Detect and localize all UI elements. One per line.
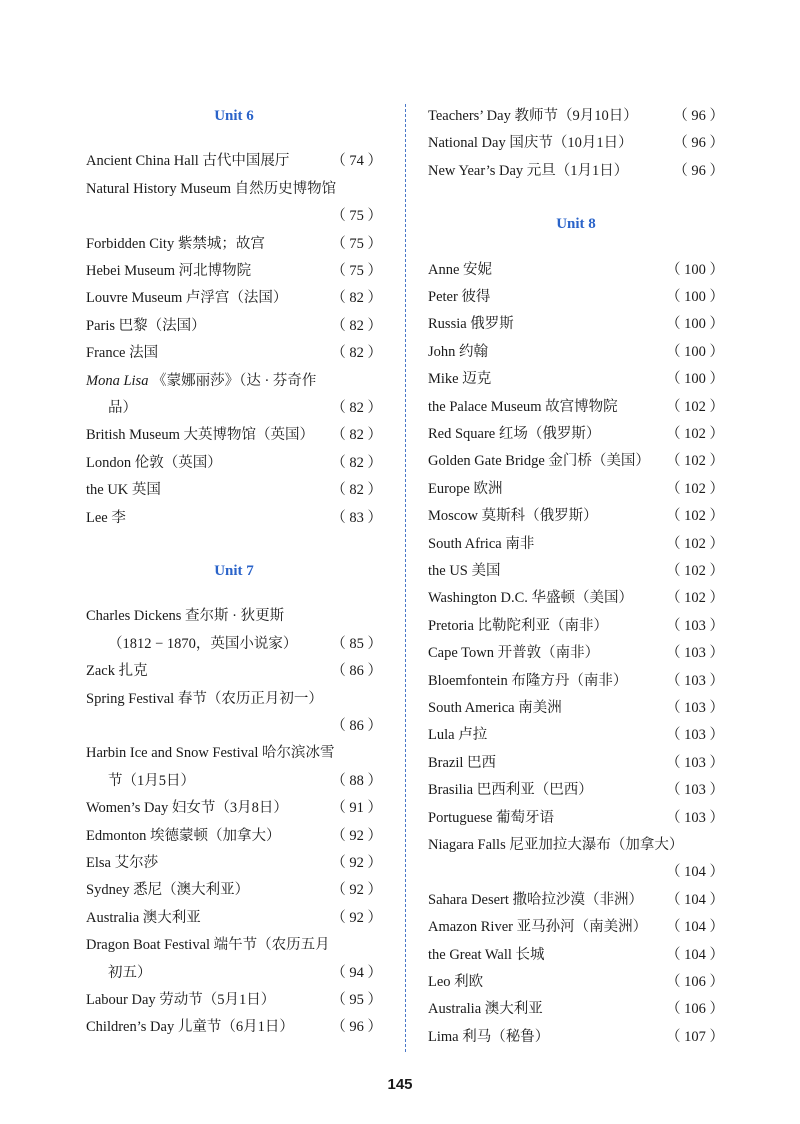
entry-term: Lima 利马（秘鲁）: [428, 1028, 550, 1045]
entry-term: Leo 利欧: [428, 974, 484, 990]
entry-term: Mike 迈克: [428, 371, 492, 388]
entry-page-ref: （ 82 ）: [331, 317, 382, 334]
entry-term: Zack 扎克: [86, 663, 148, 680]
entry-term: National Day 国庆节（10月1日）: [428, 135, 633, 152]
entry-page-ref: （ 92 ）: [331, 882, 382, 899]
unit-heading: Unit 7: [214, 563, 254, 579]
entry-page-ref: （ 103 ）: [666, 809, 724, 826]
entry-term: Women’s Day 妇女节（3月8日）: [86, 800, 288, 817]
entry-page-ref: （ 102 ）: [666, 535, 724, 552]
entry-term: Edmonton 埃德蒙顿（加拿大）: [86, 827, 281, 844]
entry-page-ref: （ 92 ）: [331, 827, 382, 844]
entry-term: Hebei Museum 河北博物院: [86, 263, 252, 279]
entry-page-ref: （ 82 ）: [331, 454, 382, 471]
entry-term: Peter 彼得: [428, 289, 491, 305]
entry-page-ref: （ 100 ）: [666, 261, 724, 278]
entry-term: 品）: [108, 400, 137, 416]
entry-term: Dragon Boat Festival 端午节（农历五月: [86, 937, 330, 954]
entry-term-italic: Mona Lisa: [86, 372, 149, 389]
entry-term: Elsa 艾尔莎: [86, 855, 159, 871]
entry-page-ref: （ 74 ）: [331, 153, 382, 170]
entry-term: Sydney 悉尼（澳大利亚）: [86, 882, 250, 899]
entry-term: New Year’s Day 元旦（1月1日）: [428, 162, 629, 179]
entry-term: Australia 澳大利亚: [86, 909, 201, 926]
entry-term: Moscow 莫斯科（俄罗斯）: [428, 508, 598, 525]
entry-page-ref: （ 92 ）: [331, 855, 382, 871]
entry-term: Lula 卢拉: [428, 727, 488, 744]
entry-term: Brazil 巴西: [428, 754, 497, 771]
entry-term: South Africa 南非: [428, 535, 535, 552]
entry-term: Harbin Ice and Snow Festival 哈尔滨冰雪: [86, 745, 335, 762]
entry-term: Red Square 红场（俄罗斯）: [428, 426, 601, 442]
entry-page-ref: （ 100 ）: [666, 289, 724, 305]
entry-page-ref: （ 102 ）: [666, 563, 724, 579]
entry-page-ref: （ 103 ）: [666, 782, 724, 799]
entry-page-ref: （ 103 ）: [666, 754, 724, 771]
entry-page-ref: （ 83 ）: [331, 509, 382, 526]
entry-page-ref: （ 95 ）: [331, 992, 382, 1008]
entry-page-ref: （ 102 ）: [666, 508, 724, 525]
entry-term: Charles Dickens 查尔斯 · 狄更斯: [86, 608, 285, 625]
entry-page-ref: （ 82 ）: [331, 290, 382, 307]
entry-term: Portuguese 葡萄牙语: [428, 809, 555, 826]
entry-term: Paris 巴黎（法国）: [86, 317, 206, 334]
entry-page-ref: （ 104 ）: [666, 891, 724, 908]
entry-page-ref: （ 104 ）: [666, 946, 724, 963]
entry-term: Golden Gate Bridge 金门桥（美国）: [428, 453, 650, 470]
entry-page-ref: （ 75 ）: [331, 263, 382, 279]
entry-term: Spring Festival 春节（农历正月初一）: [86, 690, 323, 707]
entry-page-ref: （ 103 ）: [666, 672, 724, 689]
entry-page-ref: （ 100 ）: [666, 316, 724, 333]
entry-page-ref: （ 102 ）: [666, 426, 724, 442]
entry-page-ref: （ 96 ）: [673, 135, 724, 152]
entry-page-ref: （ 106 ）: [666, 1001, 724, 1018]
entry-term: Europe 欧洲: [428, 480, 503, 497]
entry-page-ref: （ 100 ）: [666, 371, 724, 388]
entry-term: Teachers’ Day 教师节（9月10日）: [428, 108, 638, 124]
entry-term: Cape Town 开普敦（南非）: [428, 645, 600, 662]
entry-term: Lee 李: [86, 509, 126, 526]
entry-page-ref: （ 75 ）: [331, 235, 382, 252]
entry-page-ref: （ 102 ）: [666, 453, 724, 470]
entry-term: London 伦敦（英国）: [86, 454, 222, 471]
entry-page-ref: （ 85 ）: [331, 635, 382, 652]
entry-term-rest: 《蒙娜丽莎》（达 · 芬奇作: [148, 372, 317, 389]
entry-page-ref: （ 82 ）: [331, 400, 382, 416]
entry-term: Ancient China Hall 古代中国展厅: [86, 153, 290, 170]
entry-page-ref: （ 106 ）: [666, 974, 724, 990]
entry-term: British Museum 大英博物馆（英国）: [86, 427, 314, 444]
unit-heading: Unit 8: [556, 216, 596, 233]
entry-term: Louvre Museum 卢浮宫（法国）: [86, 290, 288, 307]
entry-term: Australia 澳大利亚: [428, 1001, 543, 1018]
entry-page-ref: （ 96 ）: [673, 108, 724, 124]
entry-term: Sahara Desert 撒哈拉沙漠（非洲）: [428, 891, 644, 908]
entry-term: 节（1月5日）: [108, 772, 195, 789]
entry-term: the Palace Museum 故宫博物院: [428, 398, 618, 415]
entry-page-ref: （ 100 ）: [666, 343, 724, 360]
entry-term: the US 美国: [428, 563, 501, 579]
entry-page-ref: （ 104 ）: [666, 864, 724, 881]
entry-page-ref: （ 94 ）: [331, 964, 382, 981]
entry-term: South America 南美洲: [428, 700, 562, 716]
entry-page-ref: （ 102 ）: [666, 590, 724, 607]
entry-term: Brasilia 巴西利亚（巴西）: [428, 782, 593, 799]
entry-term: Anne 安妮: [428, 261, 493, 278]
entry-page-ref: （ 102 ）: [666, 480, 724, 497]
entry-term: （1812 − 1870，英国小说家）: [108, 635, 298, 652]
entry-page-ref: （ 86 ）: [331, 663, 382, 680]
entry-term: Niagara Falls 尼亚加拉大瀑布（加拿大）: [428, 837, 684, 853]
entry-term: 初五）: [108, 964, 152, 981]
entry-term: Bloemfontein 布隆方丹（南非）: [428, 672, 628, 689]
entry-term: Amazon River 亚马孙河（南美洲）: [428, 919, 648, 936]
entry-page-ref: （ 103 ）: [666, 727, 724, 744]
entry-term: Natural History Museum 自然历史博物馆: [86, 180, 337, 197]
entry-term: Labour Day 劳动节（5月1日）: [86, 992, 276, 1008]
entry-term: Forbidden City 紫禁城；故宫: [86, 235, 265, 252]
page-number: 145: [387, 1076, 413, 1093]
entry-term: Pretoria 比勒陀利亚（南非）: [428, 617, 609, 634]
entry-term: the Great Wall 长城: [428, 946, 545, 963]
entry-term: Children’s Day 儿童节（6月1日）: [86, 1019, 294, 1036]
entry-page-ref: （ 96 ）: [331, 1019, 382, 1036]
entry-page-ref: （ 82 ）: [331, 427, 382, 444]
entry-page-ref: （ 88 ）: [331, 772, 382, 789]
entry-page-ref: （ 91 ）: [331, 800, 382, 817]
entry-page-ref: （ 75 ）: [331, 208, 382, 225]
entry-term: John 约翰: [428, 343, 489, 360]
entry-page-ref: （ 82 ）: [331, 345, 382, 362]
entry-page-ref: （ 103 ）: [666, 617, 724, 634]
entry-page-ref: （ 92 ）: [331, 909, 382, 926]
entry-term: Russia 俄罗斯: [428, 316, 514, 333]
entry-page-ref: （ 104 ）: [666, 919, 724, 936]
entry-page-ref: （ 107 ）: [666, 1028, 724, 1045]
entry-page-ref: （ 96 ）: [673, 162, 724, 179]
entry-page-ref: （ 86 ）: [331, 718, 382, 734]
entry-term: France 法国: [86, 345, 159, 362]
column-divider: [405, 104, 406, 1052]
entry-page-ref: （ 102 ）: [666, 398, 724, 415]
unit-heading: Unit 6: [214, 108, 254, 124]
entry-term: Washington D.C. 华盛顿（美国）: [428, 590, 634, 607]
entry-page-ref: （ 82 ）: [331, 482, 382, 499]
entry-page-ref: （ 103 ）: [666, 700, 724, 716]
entry-term: [86, 371, 316, 391]
entry-page-ref: （ 103 ）: [666, 645, 724, 662]
entry-term: the UK 英国: [86, 482, 161, 499]
